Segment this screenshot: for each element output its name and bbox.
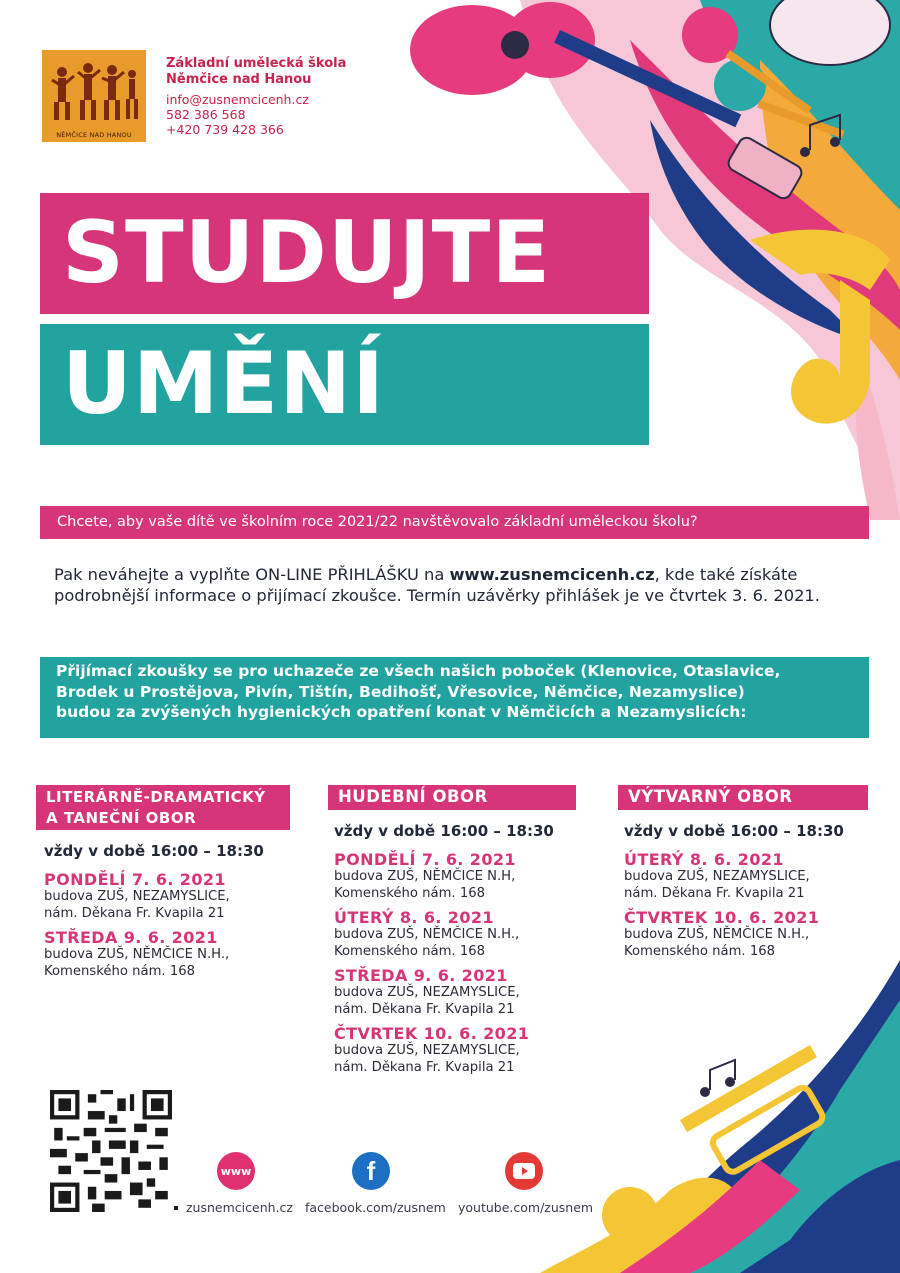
title-bar-teal	[40, 324, 649, 445]
contact-phone-1[interactable]: 582 386 568	[166, 107, 246, 122]
column-literary-dance	[36, 785, 290, 980]
column-music	[328, 785, 576, 1076]
literary-session	[44, 870, 290, 922]
music-session-address: budova ZUŠ, NEZAMYSLICE,	[334, 1043, 520, 1058]
music-session-address: Komenského nám. 168	[334, 885, 485, 901]
music-session-address: budova ZUŠ, NĚMČICE N.H.,	[334, 927, 520, 942]
intro-paragraph	[54, 565, 844, 606]
art-session-day: ČTVRTEK 10. 6. 2021	[624, 908, 820, 927]
music-session-address: nám. Děkana Fr. Kvapila 21	[334, 1059, 515, 1075]
literary-session-address: budova ZUŠ, NĚMČICE N.H.,	[44, 947, 230, 962]
art-session-day: ÚTERÝ 8. 6. 2021	[624, 850, 784, 869]
literary-time: vždy v době 16:00 – 18:30	[44, 842, 264, 860]
literary-heading-line1: LITERÁRNĚ-DRAMATICKÝ	[46, 788, 266, 806]
intro-text-1: Pak neváhejte a vyplňte ON-LINE PŘIHLÁŠKU na	[54, 565, 450, 584]
qr-code-icon[interactable]	[50, 1090, 172, 1212]
youtube-link[interactable]: youtube.com/zusnem	[458, 1200, 594, 1215]
art-session-address: budova ZUŠ, NĚMČICE N.H.,	[624, 927, 810, 942]
literary-heading	[36, 785, 290, 830]
dancers-logo-icon	[42, 50, 146, 130]
music-session-address: budova ZUŠ, NĚMČICE N.H,	[334, 869, 516, 884]
www-icon-text: www	[220, 1164, 252, 1178]
art-session	[624, 850, 868, 902]
music-session-day: PONDĚLÍ 7. 6. 2021	[334, 850, 516, 869]
facebook-f-glyph: f	[366, 1155, 376, 1186]
school-name-line2: Němčice nad Hanou	[166, 72, 312, 87]
art-session	[624, 908, 868, 960]
music-session-day: STŘEDA 9. 6. 2021	[334, 966, 508, 985]
literary-session	[44, 928, 290, 980]
literary-heading-line2: A TANEČNÍ OBOR	[46, 809, 197, 827]
trumpet-illustration	[540, 960, 900, 1273]
literary-session-address: nám. Děkana Fr. Kvapila 21	[44, 905, 225, 921]
literary-session-day: PONDĚLÍ 7. 6. 2021	[44, 870, 226, 889]
music-session-address: nám. Děkana Fr. Kvapila 21	[334, 1001, 515, 1017]
music-session	[334, 850, 576, 902]
art-heading: VÝTVARNÝ OBOR	[618, 785, 868, 810]
music-session	[334, 908, 576, 960]
branches-line-2: Brodek u Prostějova, Pivín, Tištín, Bedihošť, Vřesovice, Němčice, Nezamyslice)	[56, 682, 745, 701]
music-session-day: ÚTERÝ 8. 6. 2021	[334, 908, 494, 927]
music-session-address: budova ZUŠ, NEZAMYSLICE,	[334, 985, 520, 1000]
title-line-2: UMĚNÍ	[62, 334, 386, 434]
art-time: vždy v době 16:00 – 18:30	[624, 822, 844, 840]
music-session-day: ČTVRTEK 10. 6. 2021	[334, 1024, 530, 1043]
music-session	[334, 966, 576, 1018]
contact-info	[166, 92, 309, 137]
column-art	[618, 785, 868, 960]
title-bar-pink	[40, 193, 649, 314]
music-time: vždy v době 16:00 – 18:30	[334, 822, 554, 840]
intro-text-2: , kde také získáte podrobnější informace o přijímací zkoušce. Termín uzávěrky přihlášek je ve čtvrtek 3. 6. 2021.	[54, 565, 820, 605]
school-name-line1: Základní umělecká škola	[166, 56, 347, 71]
youtube-play-glyph	[513, 1163, 535, 1179]
literary-session-address: Komenského nám. 168	[44, 963, 195, 979]
school-name	[166, 56, 346, 88]
facebook-icon[interactable]	[352, 1152, 390, 1190]
contact-phone-2[interactable]: +420 739 428 366	[166, 122, 284, 137]
branches-line-3: budou za zvýšených hygienických opatření konat v Němčicích a Nezamyslicích:	[56, 703, 747, 721]
school-logo	[42, 50, 146, 142]
branches-line-1: Přijímací zkoušky se pro uchazeče ze všech našich poboček (Klenovice, Otaslavice,	[56, 662, 781, 680]
qr-corner-mark	[174, 1206, 178, 1210]
logo-caption: NĚMČICE NAD HANOU	[56, 131, 132, 139]
music-heading: HUDEBNÍ OBOR	[328, 785, 576, 810]
question-banner: Chcete, aby vaše dítě ve školním roce 2021/22 navštěvovalo základní uměleckou školu?	[40, 506, 869, 539]
literary-session-address: budova ZUŠ, NEZAMYSLICE,	[44, 889, 230, 904]
www-icon[interactable]	[217, 1152, 255, 1190]
art-session-address: nám. Děkana Fr. Kvapila 21	[624, 885, 805, 901]
art-session-address: budova ZUŠ, NEZAMYSLICE,	[624, 869, 810, 884]
facebook-link[interactable]: facebook.com/zusnem	[305, 1200, 446, 1215]
music-session-address: Komenského nám. 168	[334, 943, 485, 959]
www-link[interactable]: zusnemcicenh.cz	[186, 1200, 293, 1215]
youtube-icon[interactable]	[505, 1152, 543, 1190]
literary-session-day: STŘEDA 9. 6. 2021	[44, 928, 218, 947]
art-session-address: Komenského nám. 168	[624, 943, 775, 959]
title-line-1: STUDUJTE	[62, 203, 552, 303]
music-session	[334, 1024, 576, 1076]
contact-email[interactable]: info@zusnemcicenh.cz	[166, 92, 309, 107]
website-link[interactable]: www.zusnemcicenh.cz	[449, 565, 655, 584]
branches-banner	[40, 657, 869, 738]
